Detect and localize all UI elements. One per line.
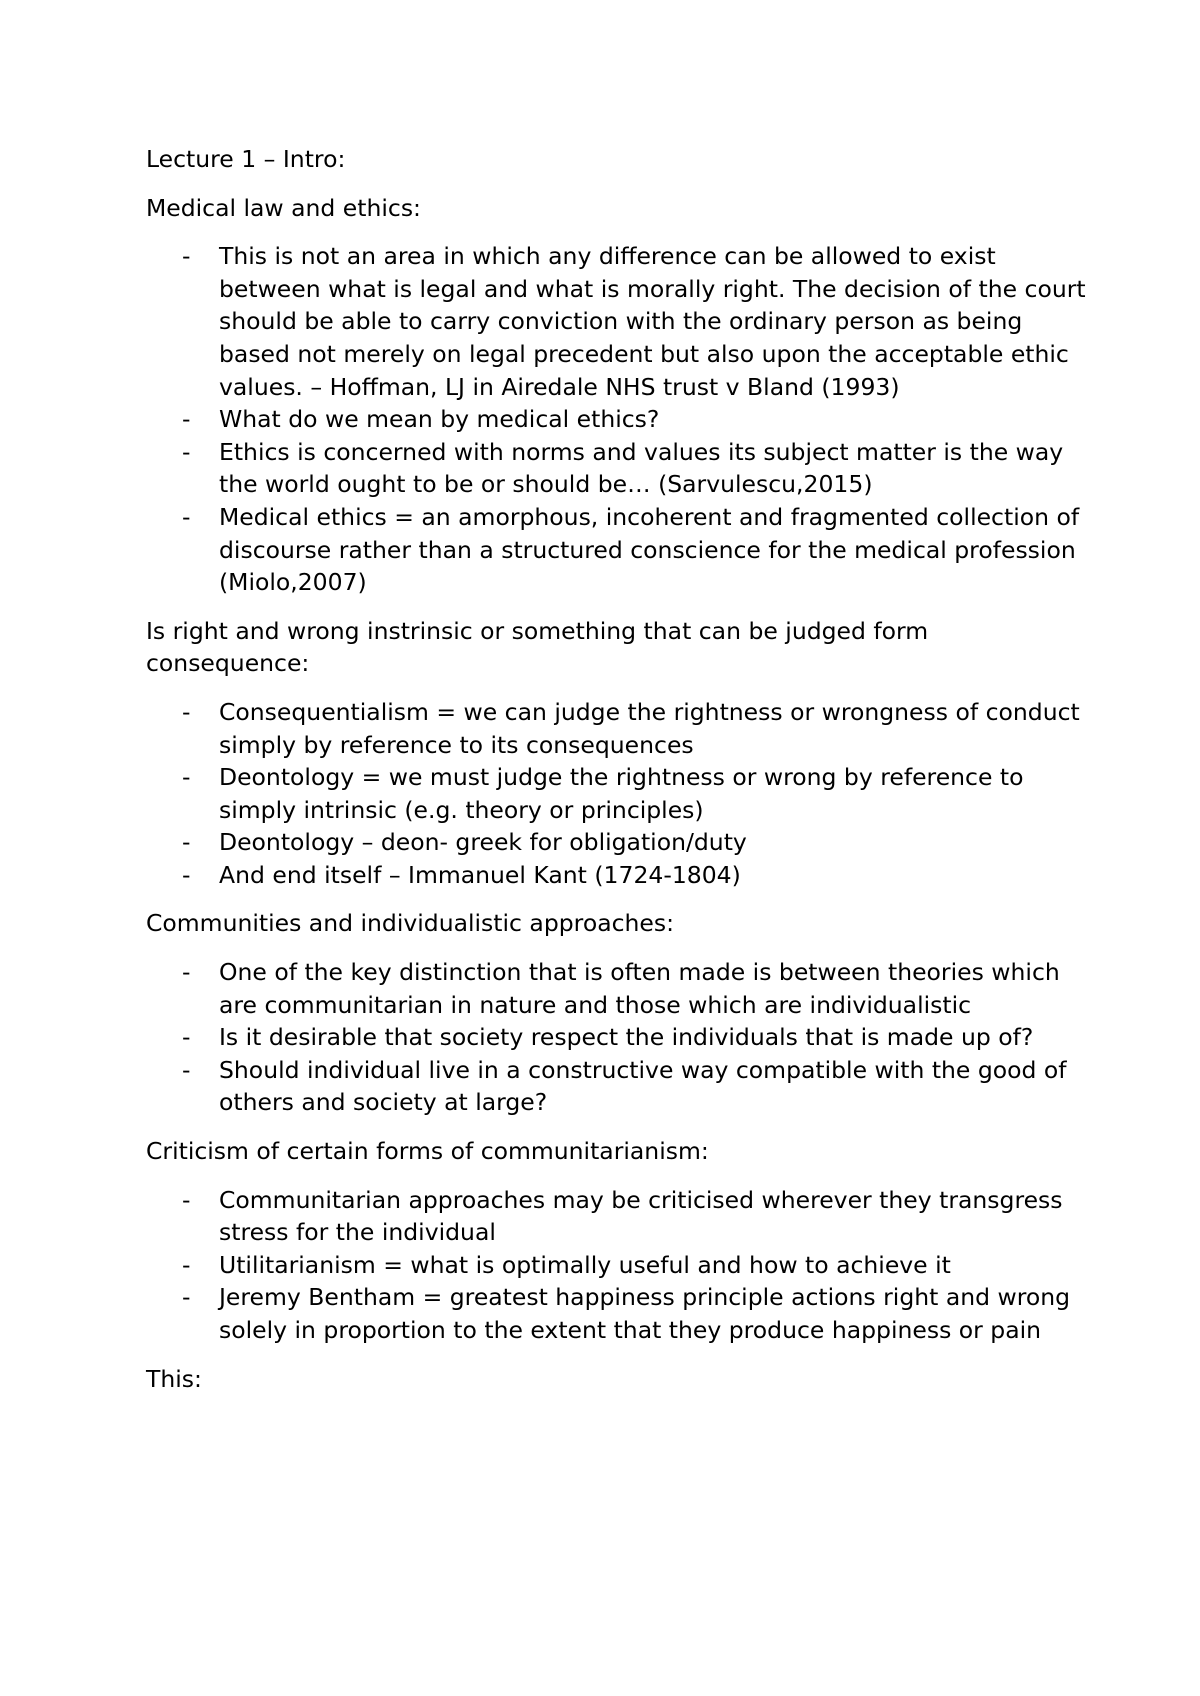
list-item — [182, 1054, 1086, 1119]
list-item — [182, 1184, 1086, 1249]
bullet-dash: - — [182, 958, 191, 987]
bullet-dash: - — [182, 1055, 191, 1084]
bullet-dash: - — [182, 860, 191, 889]
section-heading: Medical law and ethics: — [146, 193, 421, 222]
list-item — [182, 1281, 1086, 1346]
list-item — [182, 956, 1086, 1021]
list-item-text: Is it desirable that society respect the individuals that is made up of? — [219, 1023, 1034, 1052]
bullet-dash: - — [182, 763, 191, 792]
bullet-dash: - — [182, 242, 191, 271]
section-heading: Is right and wrong instrinsic or something that can be judged form consequence: — [146, 616, 929, 678]
bullet-list — [146, 240, 1086, 599]
bullet-dash: - — [182, 502, 191, 531]
closing-heading: This: — [146, 1364, 202, 1393]
list-item — [182, 1249, 1086, 1282]
list-item-text: And end itself – Immanuel Kant (1724-1804) — [219, 860, 741, 889]
list-item-text: Communitarian approaches may be criticised wherever they transgress stress for the individual — [219, 1185, 1063, 1247]
list-item-text: One of the key distinction that is often made is between theories which are communitarian in nature and those which are individualistic — [219, 958, 1060, 1019]
list-item-text: This is not an area in which any difference can be allowed to exist between what is legal and what is morally right. The decision of the court should be able to carry conviction with the ordinary person as being based not merely on legal precedent but also upon the acceptable ethic values. – Hoffman, LJ in Airedale NHS trust v Bland (1993) — [219, 242, 1086, 401]
section-heading: Criticism of certain forms of communitarianism: — [146, 1137, 709, 1166]
list-item-text: Should individual live in a constructive way compatible with the good of others and society at large? — [219, 1055, 1067, 1117]
section-heading: Communities and individualistic approaches: — [146, 909, 675, 938]
list-item — [182, 826, 1086, 859]
list-item — [182, 436, 1086, 501]
bullet-list — [146, 956, 1086, 1119]
bullet-dash: - — [182, 405, 191, 434]
bullet-dash: - — [182, 437, 191, 466]
list-item — [182, 501, 1086, 599]
bullet-list — [146, 696, 1086, 892]
bullet-dash: - — [182, 1023, 191, 1052]
list-item-text: Utilitarianism = what is optimally useful and how to achieve it — [219, 1250, 951, 1279]
list-item-text: What do we mean by medical ethics? — [219, 405, 660, 434]
list-item-text: Deontology – deon- greek for obligation/duty — [219, 828, 747, 857]
list-item — [182, 859, 1086, 892]
list-item-text: Ethics is concerned with norms and values its subject matter is the way the world ought to be or should be… (Sarvulescu,2015) — [219, 437, 1064, 499]
bullet-list — [146, 1184, 1086, 1347]
list-item-text: Consequentialism = we can judge the rightness or wrongness of conduct simply by reference to its consequences — [219, 697, 1080, 759]
bullet-dash: - — [182, 1283, 191, 1312]
bullet-dash: - — [182, 828, 191, 857]
document-body — [146, 143, 1086, 1411]
bullet-dash: - — [182, 1250, 191, 1279]
bullet-dash: - — [182, 1185, 191, 1214]
lecture-title: Lecture 1 – Intro: — [146, 145, 346, 173]
list-item — [182, 240, 1086, 403]
list-item-text: Medical ethics = an amorphous, incoherent and fragmented collection of discourse rather than a structured conscience for the medical profession (Miolo,2007) — [219, 502, 1080, 597]
list-item — [182, 761, 1086, 826]
list-item — [182, 1021, 1086, 1054]
list-item — [182, 696, 1086, 761]
list-item — [182, 403, 1086, 436]
list-item-text: Jeremy Bentham = greatest happiness principle actions right and wrong solely in proportion to the extent that they produce happiness or pain — [219, 1283, 1071, 1344]
bullet-dash: - — [182, 697, 191, 726]
list-item-text: Deontology = we must judge the rightness or wrong by reference to simply intrinsic (e.g. theory or principles) — [219, 763, 1024, 824]
